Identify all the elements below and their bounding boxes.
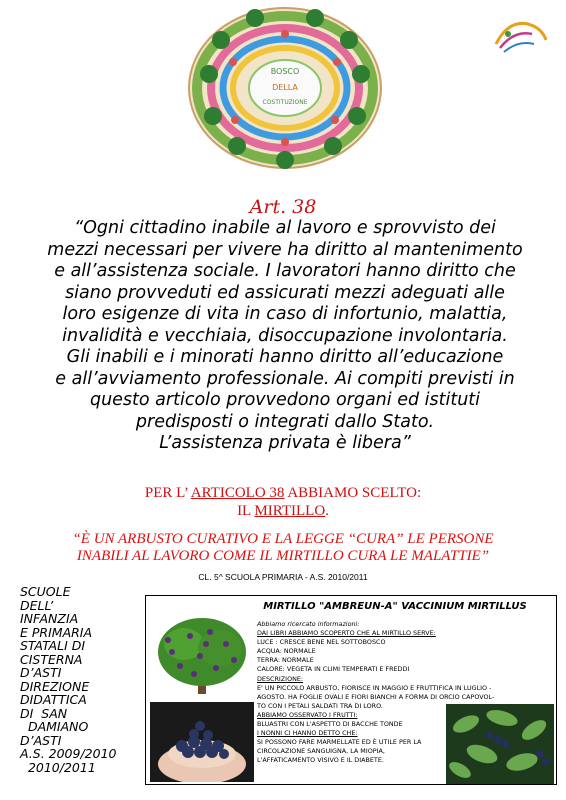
panel-intro: Abbiamo ricercato informazioni: [257, 620, 360, 628]
panel-nonni-line: CIRCOLAZIONE SANGUIGNA, LA MIOPIA, [257, 747, 385, 756]
blueberry-bush-illustration [150, 614, 254, 698]
panel-libri-heading: DAI LIBRI ABBIAMO SCOPERTO CHE AL MIRTILLO SERVE: [257, 629, 436, 638]
article-line: predisposti o integrati dallo Stato. [135, 411, 435, 432]
school-line: 2010/2011 [20, 759, 96, 775]
info-panel [145, 595, 557, 785]
class-caption: CL. 5^ SCUOLA PRIMARIA - A.S. 2010/2011 [198, 572, 368, 582]
scelta-pre2: IL [237, 503, 255, 519]
panel-terra: TERRA: NORMALE [257, 656, 314, 665]
article-line: L’assistenza privata è libera” [159, 433, 411, 453]
panel-nonni-line: SI POSSONO FARE MARMELLATE ED È UTILE PER LA [257, 738, 422, 747]
logo-text-2: DELLA [272, 83, 298, 92]
school-line: INFANZIA [20, 611, 79, 626]
motto-line-1: “È UN ARBUSTO CURATIVO E LA LEGGE “CURA” LE PERSONE [72, 531, 494, 547]
logo-text-1: BOSCO [270, 67, 300, 76]
school-line: D’ASTI [20, 665, 62, 680]
school-line: D’ASTI [20, 732, 62, 748]
motto-line-2: INABILI AL LAVORO COME IL MIRTILLO CURA LE MALATTIE” [76, 548, 490, 564]
school-line: DIDATTICA [20, 692, 87, 707]
school-line: DIREZIONE [20, 678, 90, 694]
school-line: CISTERNA [20, 651, 83, 667]
article-line: invalidità e vecchiaia, disoccupazione involontaria. [62, 325, 508, 346]
panel-descr-line: E' UN PICCOLO ARBUSTO, FIORISCE IN MAGGIO E FRUTTIFICA IN LUGLIO - [257, 683, 492, 692]
panel-calore: CALORE: VEGETA IN CLIMI TEMPERATI E FREDDI [257, 665, 410, 674]
scelta-articolo: ARTICOLO 38 [190, 485, 285, 501]
school-line: DI SAN [20, 705, 68, 721]
blueberry-plant-photo [446, 704, 554, 784]
panel-title: MIRTILLO "AMBREUN-A" VACCINIUM MIRTILLUS [263, 601, 527, 612]
panel-acqua: ACQUA: NORMALE [257, 647, 316, 656]
panel-nonni-heading: I NONNI CI HANNO DETTO CHE: [257, 729, 358, 738]
scelta-heading [0, 484, 566, 520]
panel-body [257, 620, 495, 766]
school-line: DAMIANO [20, 719, 89, 734]
article-line: e all’avviamento professionale. Ai compiti previsti in [55, 368, 515, 389]
scelta-post: ABBIAMO SCELTO: [284, 485, 422, 501]
scelta-pre: PER L’ [144, 485, 191, 501]
motto [10, 531, 556, 565]
article-line: e all’assistenza sociale. I lavoratori hanno diritto che [54, 261, 516, 281]
school-line: E PRIMARIA [20, 624, 93, 640]
panel-nonni-line: L'AFFATICAMENTO VISIVO E IL DIABETE. [257, 756, 384, 765]
article-text [20, 218, 550, 455]
logo-text-3: COSTITUZIONE [262, 99, 308, 106]
panel-oss-line: BLUASTRI CON L'ASPETTO DI BACCHE TONDE [257, 720, 403, 729]
article-line: siano provveduti ed assicurati mezzi adeguati alle [65, 282, 505, 303]
panel-descr-line: TO CON I PETALI SALDATI TRA DI LORO. [257, 701, 383, 710]
school-line: A.S. 2009/2010 [20, 746, 117, 761]
article-line: mezzi necessari per vivere ha diritto al mantenimento [47, 239, 523, 260]
panel-descr-line: AGOSTO. HA FOGLIE OVALI E FIORI BIANCHI A FORMA DI ORCIO CAPOVOL- [257, 692, 495, 701]
article-line: loro esigenze di vita in caso di infortunio, malattia, [62, 304, 508, 324]
scelta-post2: . [325, 503, 329, 519]
panel-oss-heading: ABBIAMO OSSERVATO I FRUTTI: [257, 710, 358, 719]
panel-descr-heading: DESCRIZIONE: [257, 674, 304, 683]
bosco-costituzione-logo [185, 4, 385, 172]
article-line: questo articolo provvedono organi ed istituti [89, 390, 481, 410]
berries-in-hands-photo [150, 702, 254, 782]
article-line: Gli inabili e i minorati hanno diritto all’educazione [66, 347, 504, 367]
school-line: DELL’ [20, 597, 54, 613]
school-credits [20, 585, 138, 774]
corner-emblem-icon [488, 14, 554, 56]
school-line: SCUOLE [20, 584, 71, 599]
scelta-pianta: MIRTILLO [254, 503, 326, 519]
school-line: STATALI DI [20, 638, 86, 653]
panel-luce: LUCE : CRESCE BENE NEL SOTTOBOSCO [257, 638, 386, 647]
article-title: Art. 38 [249, 196, 317, 218]
article-line: “Ogni cittadino inabile al lavoro e sprovvisto dei [74, 218, 496, 238]
